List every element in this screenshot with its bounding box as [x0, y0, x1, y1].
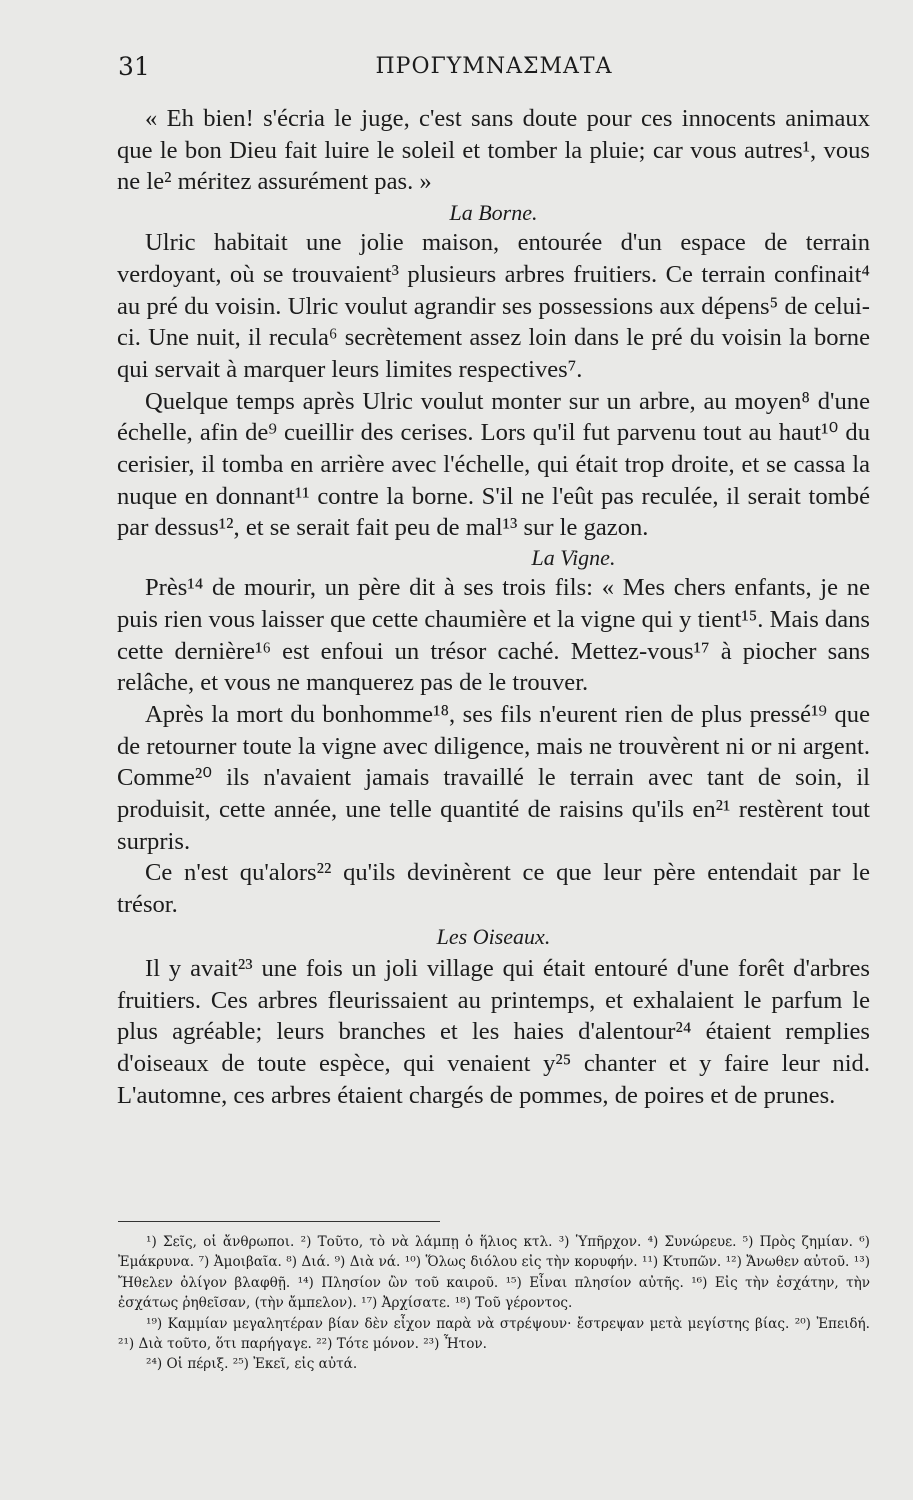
vigne-paragraph-2: Après la mort du bonhomme¹⁸, ses fils n'eurent rien de plus pressé¹⁹ que de retourner toute la vigne avec diligence, mais ne trouvèrent ni or ni argent. Comme²⁰ ils n'avaient jamais travaillé le terrain avec tant de soin, il produisit, cette année, une telle quantité de raisins qu'ils en²¹ restèrent tout surpris.: [117, 700, 870, 855]
page-number: 31: [118, 52, 150, 81]
intro-paragraph: « Eh bien! s'écria le juge, c'est sans doute pour ces innocents animaux que le bon Dieu fait luire le soleil et tomber la pluie; car vous autres¹, vous ne le² méritez assurément pas. »: [117, 105, 870, 196]
page-header: [118, 52, 870, 86]
footnotes: [118, 1232, 870, 1375]
footnote-block-1: ¹) Σεῖς, οἱ ἄνθρωποι. ²) Τοῦτο, τὸ νὰ λάμπῃ ὁ ἥλιος κτλ. ³) Ὑπῆρχον. ⁴) Συνώρευε. ⁵) Πρὸς ζημίαν. ⁶) Ἐμάκρυνα. ⁷) Ἀμοιβαῖα. ⁸) Διά. ⁹) Διὰ νά. ¹⁰) Ὅλως διόλου εἰς τὴν κορυφήν. ¹¹) Κτυπῶν. ¹²) Ἄνωθεν αὐτοῦ. ¹³) Ἤθελεν ὀλίγον βλαφθῇ. ¹⁴) Πλησίον ὢν τοῦ καιροῦ. ¹⁵) Εἶναι πλησίον αὐτῆς. ¹⁶) Εἰς τὴν ἐσχάτην, τὴν ἐσχάτως ῥηθεῖσαν, (τὴν ἄμπελον). ¹⁷) Ἀρχίσατε. ¹⁸) Τοῦ γέροντος.: [118, 1234, 870, 1312]
footnote-divider: [118, 1221, 440, 1222]
section-title-borne: La Borne.: [449, 200, 538, 226]
footnote-block-2: ¹⁹) Καμμίαν μεγαλητέραν βίαν δὲν εἶχον παρὰ νὰ στρέψουν· ἔστρεψαν μετὰ μεγίστης βίας. ²⁰) Ἐπειδή. ²¹) Διὰ τοῦτο, ὅτι παρήγαγε. ²²) Τότε μόνον. ²³) Ἦτον.: [118, 1315, 870, 1353]
vigne-paragraph-3: Ce n'est qu'alors²² qu'ils devinèrent ce que leur père entendait par le trésor.: [117, 859, 870, 919]
vigne-paragraph-1: Près¹⁴ de mourir, un père dit à ses trois fils: « Mes chers enfants, je ne puis rien vous laisser que cette chaumière et la vigne qui y tient¹⁵. Mais dans cette dernière¹⁶ est enfoui un trésor caché. Mettez-vous¹⁷ à piocher sans relâche, et vous ne manquerez pas de le trouver.: [117, 574, 870, 697]
borne-paragraph-2: Quelque temps après Ulric voulut monter sur un arbre, au moyen⁸ d'une échelle, afin de⁹ cueillir des cerises. Lors qu'il fut parvenu tout au haut¹⁰ du cerisier, il tomba en arrière avec l'échelle, qui était trop droite, et se cassa la nuque en donnant¹¹ contre la borne. S'il ne l'eût pas reculée, il serait tombé par dessus¹², et se serait fait peu de mal¹³ sur le gazon.: [117, 387, 870, 542]
main-text: [117, 103, 870, 1111]
section-title-vigne: La Vigne.: [531, 545, 616, 571]
borne-paragraph-1: Ulric habitait une jolie maison, entourée d'un espace de terrain verdoyant, où se trouvaient³ plusieurs arbres fruitiers. Ce terrain confinait⁴ au pré du voisin. Ulric voulut agrandir ses possessions aux dépens⁵ de celui-ci. Une nuit, il recula⁶ secrètement assez loin dans le pré du voisin la borne qui servait à marquer leurs limites respectives⁷.: [117, 229, 870, 383]
footnote-block-3: ²⁴) Οἱ πέριξ. ²⁵) Ἐκεῖ, εἰς αὐτά.: [146, 1356, 358, 1373]
running-title: ΠΡΟΓΥΜΝΑΣΜΑΤΑ: [375, 54, 613, 79]
section-title-oiseaux: Les Oiseaux.: [436, 923, 551, 949]
oiseaux-paragraph-1: Il y avait²³ une fois un joli village qui était entouré d'une forêt d'arbres fruitiers. Ces arbres fleurissaient au printemps, et exhalaient le parfum le plus agréable; leurs branches et les haies d'alentour²⁴ étaient remplies d'oiseaux de toute espèce, qui venaient y²⁵ chanter et y faire leur nid. L'automne, ces arbres étaient chargés de pommes, de poires et de prunes.: [117, 954, 870, 1109]
